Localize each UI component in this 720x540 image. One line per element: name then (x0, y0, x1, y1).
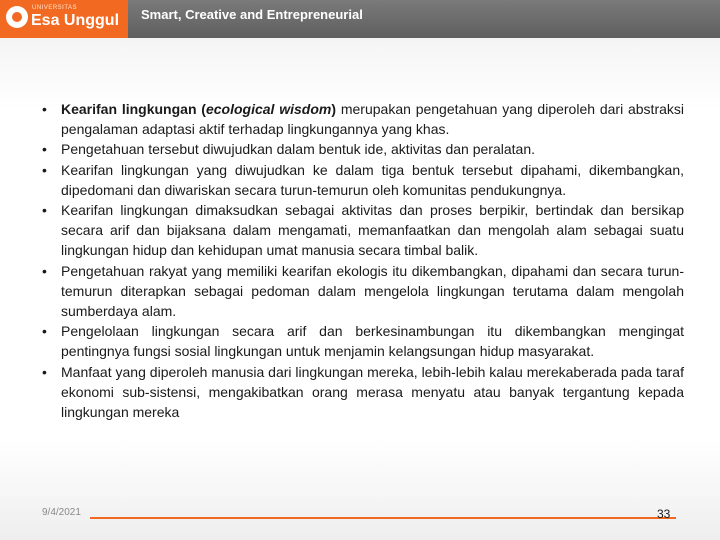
bullet-item (42, 139, 684, 159)
header-tagline: Smart, Creative and Entrepreneurial (141, 7, 363, 22)
page-number: 33 (657, 507, 671, 521)
bullet-text: Pengetahuan tersebut diwujudkan dalam bentuk ide, aktivitas dan peralatan. (61, 141, 535, 158)
bullet-item (42, 200, 684, 261)
bullet-lead-term: ecological wisdom (205, 101, 332, 117)
bullet-text: Pengelolaan lingkungan secara arif dan berkesinambungan itu dikembangkan mengingat pentingnya fungsi sosial lingkungan untuk menjamin kelangsungan hidup masyarakat. (61, 323, 684, 360)
bullet-item (42, 321, 684, 361)
logo-subtitle: UNIVERSITAS (32, 5, 78, 11)
bullet-item (42, 362, 684, 423)
footer-date: 9/4/2021 (42, 507, 81, 518)
university-logo (0, 0, 128, 38)
header-bar (0, 0, 720, 38)
bullet-lead: Kearifan lingkungan ( (61, 101, 206, 117)
bullet-text: Manfaat yang diperoleh manusia dari lingkungan mereka, lebih-lebih kalau merekaberada pada taraf ekonomi sub-sistensi, mengakibatkan orang merasa menyatu atau banyak tergantung kepada lingkungan mereka (61, 363, 684, 421)
bullet-text: Kearifan lingkungan dimaksudkan sebagai aktivitas dan proses berpikir, bertindak dan bersikap secara arif dan bijaksana dalam mengamati, memanfaatkan dan mengolah alam sebagai suatu lingkungan hidup dan kehidupan umat manusia secara timbal balik. (61, 202, 684, 259)
bullet-text: Pengetahuan rakyat yang memiliki kearifan ekologis itu dikembangkan, dipahami dan secara turun-temurun diterapkan sebagai pedoman dalam mengelola lingkungan terutama dalam mengolah sumberdaya alam. (61, 262, 684, 320)
bullet-item (42, 261, 684, 322)
logo-text: Esa Unggul (31, 12, 120, 29)
bullet-text: Kearifan lingkungan yang diwujudkan ke dalam tiga bentuk tersebut dipahami, dikembangkan, dipedomani dan diwariskan secara turun-temurun oleh komunitas pendukungnya. (61, 161, 684, 198)
footer-divider (90, 517, 676, 519)
slide-content (42, 99, 684, 422)
bullet-lead-end: ) (331, 101, 337, 117)
bullet-text: merupakan pengetahuan yang diperoleh dari abstraksi pengalaman adaptasi aktif terhadap lingkungannya yang khas. (61, 101, 685, 138)
bullet-item (42, 99, 684, 139)
bullet-item (42, 160, 684, 200)
logo-emblem-icon (6, 6, 28, 28)
bullet-list (42, 99, 684, 422)
